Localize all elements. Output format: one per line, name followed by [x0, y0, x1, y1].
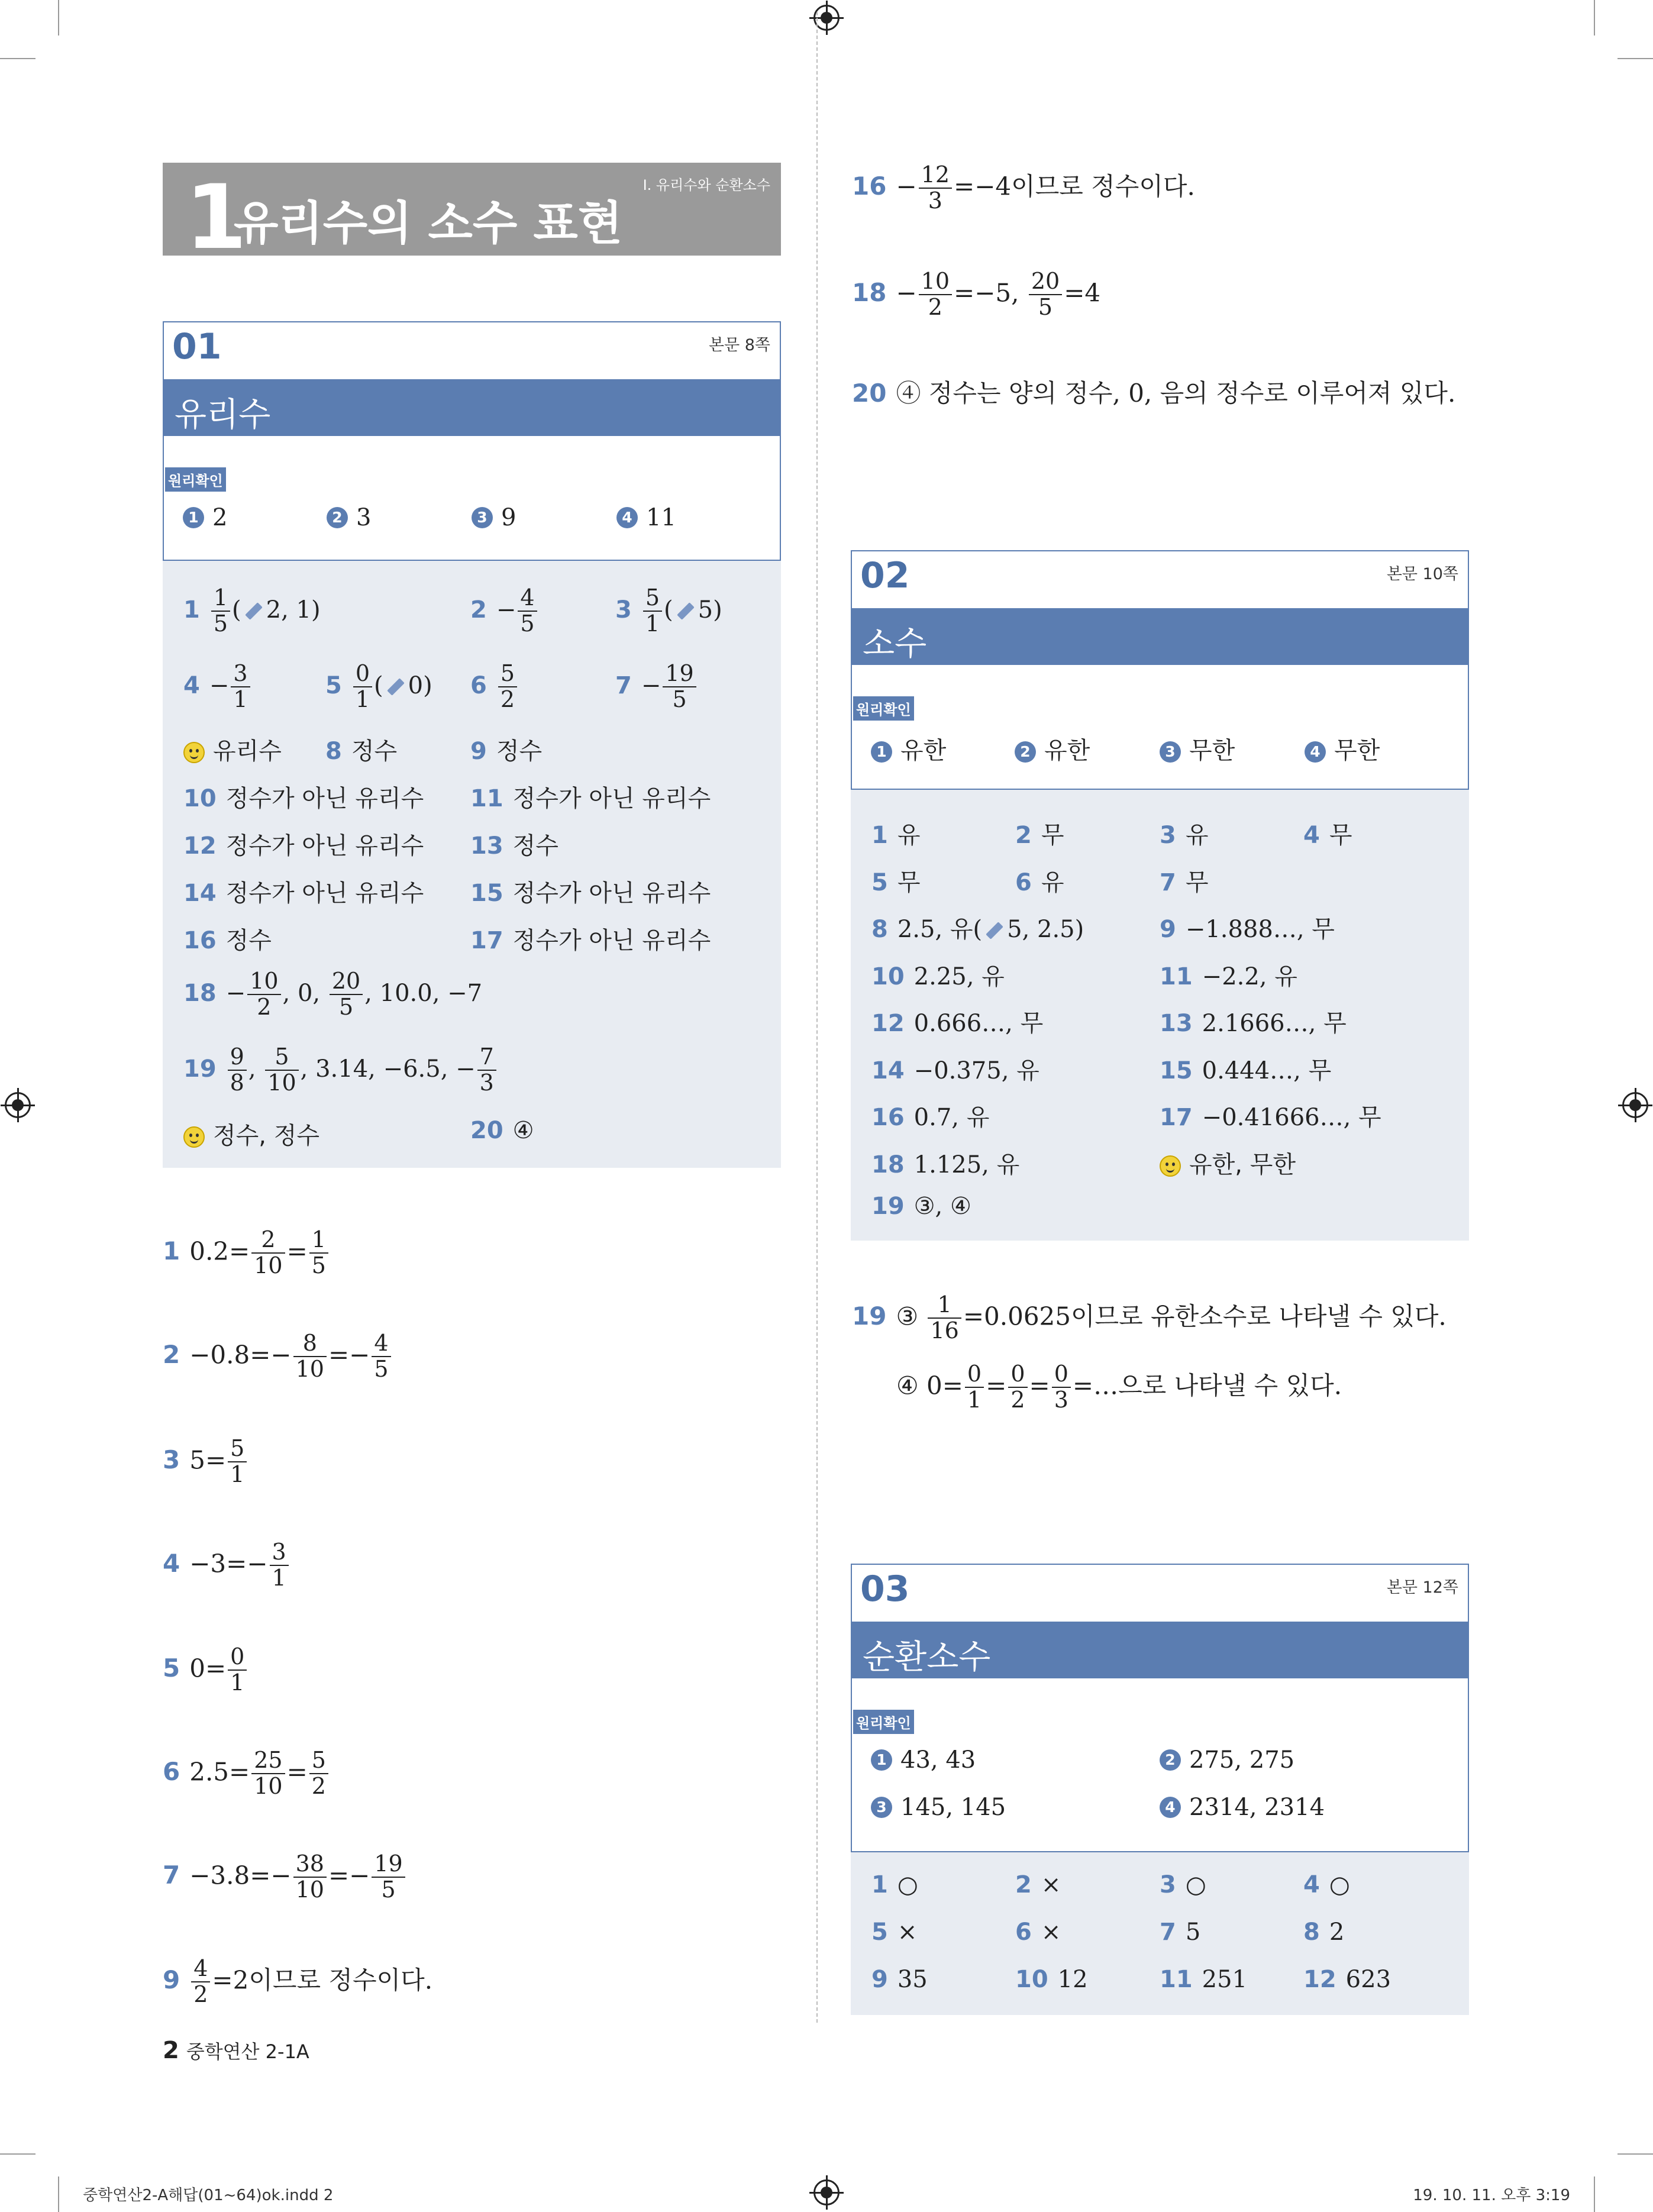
pencil-icon: [986, 922, 1003, 939]
answer-item: 유한, 무한: [1160, 1146, 1296, 1180]
column-divider: [816, 12, 818, 2023]
answer-item: 1 유: [871, 822, 921, 849]
crop-mark: [0, 2153, 35, 2155]
answer-item: 8 2: [1303, 1919, 1345, 1946]
solution-item: 9 $\frac{4}{2}$ =2이므로 정수이다.: [163, 1955, 433, 2007]
smile-icon: [1160, 1155, 1181, 1177]
answer-item: 12 623: [1303, 1966, 1392, 1993]
answer-item: 17 정수가 아닌 유리수: [470, 927, 711, 954]
answer-item: 13 2.1666…, 무: [1160, 1010, 1347, 1037]
answer-item: 8 2.5, 유( 5, 2.5): [871, 916, 1084, 943]
principle-item: 2 유한: [1015, 732, 1090, 766]
principle-item: 1 43, 43: [871, 1745, 976, 1774]
principle-item: 1 유한: [871, 732, 946, 766]
answer-item: 7 5: [1160, 1919, 1201, 1946]
answer-item: 정수, 정수: [183, 1117, 319, 1151]
answer-item: 20 ④: [470, 1117, 534, 1144]
answer-item: 3 유: [1160, 822, 1209, 849]
crop-mark: [58, 2177, 59, 2212]
answer-item: 16 정수: [183, 927, 272, 954]
registration-mark-icon: [1622, 1092, 1648, 1118]
answer-item: 9 35: [871, 1966, 928, 1993]
section-title: 소수: [863, 625, 927, 663]
principle-item: 2 275, 275: [1160, 1745, 1294, 1774]
principle-item: 4 2314, 2314: [1160, 1793, 1325, 1821]
solution-item: 7 −3.8=− $\frac{38}{10}$ =− $\frac{19}{5}$: [163, 1852, 407, 1903]
registration-mark-icon: [5, 1092, 31, 1118]
solution-item: 18 − $\frac{10}{2}$ =−5, $\frac{20}{5}$ =4: [852, 268, 1101, 320]
principle-tag: 원리확인: [165, 467, 226, 492]
book-title: 중학연산 2-1A: [186, 2040, 309, 2063]
solution-item: 20 ④ 정수는 양의 정수, 0, 음의 정수로 이루어져 있다.: [852, 379, 1456, 408]
answer-item: 10 정수가 아닌 유리수: [183, 785, 424, 812]
answer-item: 18 1.125, 유: [871, 1151, 1020, 1178]
print-slug-date: 19. 10. 11. 오후 3:19: [1413, 2187, 1570, 2204]
print-slug-file: 중학연산2-A해답(01~64)ok.indd 2: [83, 2187, 334, 2204]
principle-item: 4 무한: [1305, 732, 1380, 766]
smile-icon: [183, 742, 205, 763]
principle-item: 3 무한: [1160, 732, 1235, 766]
pencil-icon: [677, 602, 695, 620]
answer-item: 19 ③, ④: [871, 1193, 971, 1220]
section-title: 유리수: [175, 396, 271, 434]
section-page-ref: 본문 12쪽: [1386, 1578, 1458, 1597]
answer-item: 15 정수가 아닌 유리수: [470, 880, 711, 907]
answer-item: 14 정수가 아닌 유리수: [183, 880, 424, 907]
registration-mark-icon: [813, 2179, 840, 2205]
section-page-ref: 본문 8쪽: [708, 336, 770, 354]
principle-item: 4 11: [616, 503, 676, 531]
page-number: 2: [163, 2037, 179, 2064]
solution-item: 4 −3=− $\frac{3}{1}$: [163, 1540, 290, 1591]
answer-item: 4 ○: [1303, 1871, 1350, 1898]
answer-item: 5 무: [871, 869, 921, 896]
answer-item: 4 − $\frac{3}{1}$: [183, 661, 252, 712]
answer-item: 11 −2.2, 유: [1160, 963, 1297, 990]
chapter-title: 유리수의 소수 표현: [234, 197, 623, 250]
section-02-box: [851, 550, 1469, 790]
section-01-box: [163, 321, 781, 561]
pencil-icon: [245, 602, 263, 620]
answer-item: 8 정수: [325, 738, 398, 765]
answer-panel-03: [851, 1852, 1469, 2015]
answer-item: 9 −1.888…, 무: [1160, 916, 1335, 943]
answer-item: 15 0.444…, 무: [1160, 1057, 1332, 1084]
section-title: 순환소수: [863, 1638, 991, 1677]
chapter-number: 1: [185, 166, 247, 269]
pencil-icon: [387, 678, 405, 696]
answer-item: 16 0.7, 유: [871, 1104, 990, 1131]
principle-item: 2 3: [327, 503, 371, 531]
page-footer: [163, 2037, 309, 2064]
answer-item: 2 − $\frac{4}{5}$: [470, 586, 539, 637]
answer-item: 6 ×: [1015, 1919, 1061, 1946]
solution-item: 3 5= $\frac{5}{1}$: [163, 1436, 248, 1487]
crop-mark: [1618, 58, 1653, 59]
principle-item: 3 9: [472, 503, 516, 531]
answer-panel-02: [851, 790, 1469, 1241]
section-number: 03: [860, 1568, 910, 1610]
principle-tag: 원리확인: [853, 696, 914, 721]
section-03-box: [851, 1564, 1469, 1852]
crop-mark: [1594, 0, 1595, 35]
answer-item: 6 $\frac{5}{2}$: [470, 661, 519, 712]
answer-item: 1 ○: [871, 1871, 918, 1898]
answer-item: 9 정수: [470, 738, 543, 765]
answer-item: 11 251: [1160, 1966, 1248, 1993]
answer-item: 2 무: [1015, 822, 1064, 849]
answer-item: 19 $\frac{9}{8}$ , $\frac{5}{10}$ , 3.14, −6.5, − $\frac{7}{3}$: [183, 1045, 498, 1096]
answer-item: 14 −0.375, 유: [871, 1057, 1039, 1084]
answer-item: 3 $\frac{5}{1}$ ( 5): [615, 585, 722, 637]
answer-item: 12 0.666…, 무: [871, 1010, 1044, 1037]
answer-item: 5 ×: [871, 1919, 918, 1946]
section-title-bar: [852, 1622, 1468, 1678]
chapter-unit: I. 유리수와 순환소수: [643, 177, 770, 193]
answer-item: 10 12: [1015, 1966, 1088, 1993]
answer-item: 12 정수가 아닌 유리수: [183, 832, 424, 860]
answer-item: 7 − $\frac{19}{5}$: [615, 661, 698, 712]
chapter-header: [163, 163, 781, 269]
answer-item: 6 유: [1015, 869, 1064, 896]
solution-item: 6 2.5= $\frac{25}{10}$ = $\frac{5}{2}$: [163, 1748, 330, 1799]
section-number: 02: [860, 555, 910, 596]
answer-item: 4 무: [1303, 822, 1352, 849]
crop-mark: [58, 0, 59, 35]
principle-item: 3 145, 145: [871, 1793, 1006, 1821]
answer-panel-01: [163, 561, 781, 1168]
solution-item: 2 −0.8=− $\frac{8}{10}$ =− $\frac{4}{5}$: [163, 1331, 393, 1382]
principle-tag: 원리확인: [853, 1710, 914, 1734]
crop-mark: [1618, 2153, 1653, 2155]
solution-item-continued: ④ 0= $\frac{0}{1}$ = $\frac{0}{2}$ = $\frac{0}{3}$ =…으로 나타낼 수 있다.: [896, 1361, 1342, 1413]
solution-item: 5 0= $\frac{0}{1}$: [163, 1645, 248, 1696]
smile-icon: [183, 1126, 205, 1148]
solution-item: 16 − $\frac{12}{3}$ =−4이므로 정수이다.: [852, 162, 1195, 214]
solution-item: 19 ③ $\frac{1}{16}$ =0.0625이므로 유한소수로 나타낼 수 있다.: [852, 1291, 1447, 1344]
section-title-bar: [164, 379, 780, 436]
answer-item: 유리수: [183, 732, 282, 766]
section-page-ref: 본문 10쪽: [1386, 565, 1458, 583]
crop-mark: [0, 58, 35, 59]
solution-item: 1 0.2= $\frac{2}{10}$ = $\frac{1}{5}$: [163, 1228, 330, 1278]
answer-item: 18 − $\frac{10}{2}$ , 0, $\frac{20}{5}$ , 10.0, −7: [183, 968, 483, 1020]
answer-item: 7 무: [1160, 869, 1209, 896]
answer-item: 13 정수: [470, 832, 558, 860]
answer-item: 10 2.25, 유: [871, 963, 1005, 990]
answer-item: 3 ○: [1160, 1871, 1206, 1898]
answer-item: 1 $\frac{1}{5}$ ( 2, 1): [183, 585, 321, 637]
section-number: 01: [172, 326, 222, 367]
answer-item: 11 정수가 아닌 유리수: [470, 785, 711, 812]
section-title-bar: [852, 608, 1468, 665]
principle-item: 1 2: [183, 503, 227, 531]
answer-item: 2 ×: [1015, 1871, 1061, 1898]
crop-mark: [1594, 2177, 1595, 2212]
answer-item: 17 −0.41666…, 무: [1160, 1104, 1381, 1131]
answer-item: 5 $\frac{0}{1}$ ( 0): [325, 660, 432, 712]
